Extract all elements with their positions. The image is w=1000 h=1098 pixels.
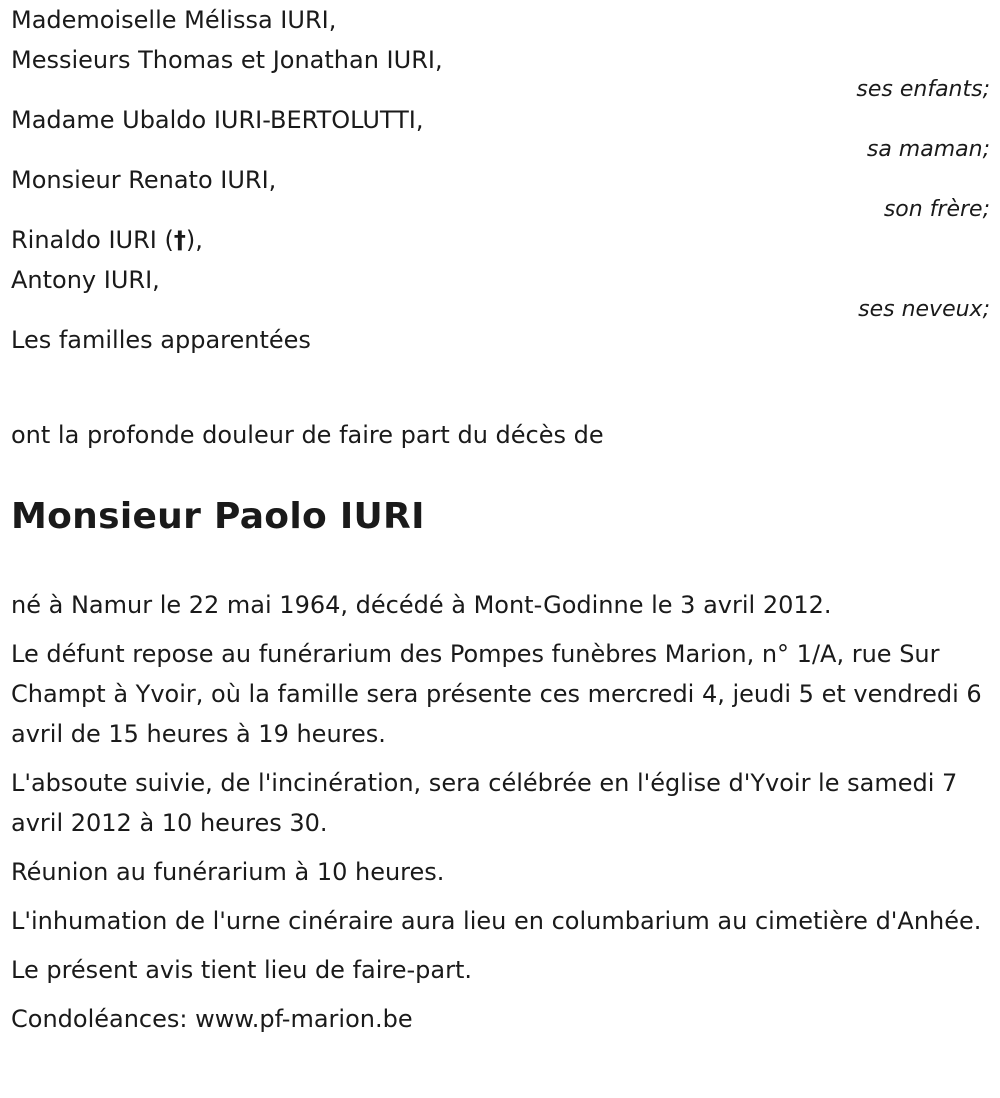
burial-info: L'inhumation de l'urne cinéraire aura lieu en columbarium au cimetière d'Anhée. — [11, 907, 982, 935]
condolences-info: Condoléances: www.pf-marion.be — [11, 1005, 413, 1033]
meeting-info: Réunion au funérarium à 10 heures. — [11, 858, 445, 886]
role-nephews: ses neveux; — [858, 297, 990, 322]
family-nephew-antony: Antony IURI, — [11, 266, 160, 294]
family-nephew-rinaldo — [11, 220, 990, 260]
announcement-intro: ont la profonde douleur de faire part du décès de — [11, 421, 604, 449]
nephew-rinaldo-end: ), — [185, 226, 203, 254]
family-related: Les familles apparentées — [11, 326, 311, 354]
cross-icon: † — [173, 226, 186, 254]
funerarium-info: Le défunt repose au funérarium des Pompes funèbres Marion, n° 1/A, rue Sur Champt à Yvoir, où la famille sera présente ces mercredi 4, jeudi 5 et vendredi 6 avril de 15 heures à 19 heures. — [11, 640, 982, 748]
role-brother: son frère; — [883, 197, 990, 222]
notice-info: Le présent avis tient lieu de faire-part. — [11, 956, 473, 984]
role-children: ses enfants; — [856, 77, 990, 102]
family-daughter: Mademoiselle Mélissa IURI, — [11, 6, 337, 34]
family-brother: Monsieur Renato IURI, — [11, 166, 277, 194]
birth-death-info: né à Namur le 22 mai 1964, décédé à Mont-Godinne le 3 avril 2012. — [11, 591, 832, 619]
deceased-name: Monsieur Paolo IURI — [11, 496, 425, 537]
nephew-rinaldo-name: Rinaldo IURI ( — [11, 226, 174, 254]
funeral-details — [11, 585, 990, 1039]
family-sons: Messieurs Thomas et Jonathan IURI, — [11, 46, 443, 74]
family-mother: Madame Ubaldo IURI-BERTOLUTTI, — [11, 106, 424, 134]
role-mother: sa maman; — [866, 137, 990, 162]
ceremony-info: L'absoute suivie, de l'incinération, sera célébrée en l'église d'Yvoir le samedi 7 avril 2012 à 10 heures 30. — [11, 769, 958, 837]
family-list — [11, 0, 990, 360]
